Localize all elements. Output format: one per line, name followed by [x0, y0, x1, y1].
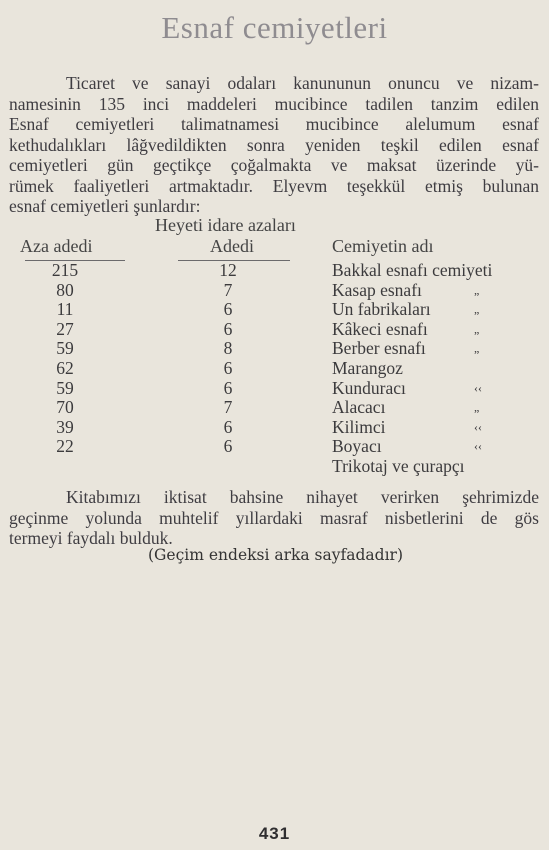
cell-name: Alacacı [332, 397, 386, 418]
table-row [0, 379, 549, 399]
cell-name: Kilimci [332, 416, 386, 437]
ditto-mark: ‹‹ [474, 380, 482, 395]
intro-line: cemiyetleri gün geçtikçe çoğalmakta ve maksat üzerinde yü- [9, 155, 539, 175]
cell-name: Un fabrikaları [332, 299, 431, 320]
intro-line: namesinin 135 inci maddeleri mucibince tadilen tanzim edilen [9, 93, 539, 114]
index-note: (Geçim endeksi arka sayfadadır) [148, 546, 403, 564]
cell-name: Trikotaj ve çurapçı [332, 455, 465, 476]
table-row [0, 300, 549, 320]
ditto-mark: ‹‹ [474, 419, 482, 434]
cell-name: Berber esnafı [332, 338, 426, 359]
ditto-mark: „ [474, 302, 480, 317]
table-row [0, 418, 549, 438]
ditto-mark: ‹‹ [474, 439, 482, 454]
intro-line: Esnaf cemiyetleri talimatnamesi mucibince alelumum esnaf [9, 114, 539, 134]
table-row [0, 320, 549, 340]
page-title: Esnaf cemiyetleri [161, 10, 388, 45]
cell-adedi: 6 [223, 318, 233, 339]
cell-aza: 11 [56, 299, 74, 320]
page-number: 431 [258, 824, 291, 843]
cell-name: Marangoz [332, 357, 403, 378]
cell-adedi: 8 [223, 338, 233, 359]
intro-line: kethudalıkları lâğvedildikten sonra yeniden teşkil edilen esnaf [9, 134, 539, 155]
table-row [0, 261, 549, 281]
cell-name: Kâkeci esnafı [332, 318, 428, 339]
table-row [0, 437, 549, 457]
cell-aza: 80 [56, 279, 74, 300]
ditto-mark: „ [474, 400, 480, 415]
cell-adedi: 6 [223, 357, 233, 378]
ditto-mark: „ [474, 341, 480, 356]
cell-aza: 59 [56, 377, 74, 398]
cell-aza: 27 [56, 318, 74, 339]
intro-paragraph [9, 73, 539, 217]
ditto-mark: „ [474, 282, 480, 297]
table-row [0, 359, 549, 379]
table-row [0, 281, 549, 301]
cell-aza: 62 [56, 357, 74, 378]
cell-name: Boyacı [332, 436, 382, 457]
table-body [0, 261, 549, 477]
group-header: Heyeti idare azaları [155, 215, 296, 235]
cell-aza: 39 [56, 416, 74, 437]
table-row [0, 339, 549, 359]
cell-adedi: 12 [219, 260, 237, 280]
table-row [0, 457, 549, 477]
cell-aza: 59 [56, 338, 74, 359]
cell-name: Kasap esnafı [332, 279, 422, 300]
cell-adedi: 6 [223, 416, 233, 437]
cell-adedi: 7 [223, 397, 233, 418]
intro-line: esnaf cemiyetleri şunlardır: [9, 196, 201, 216]
cell-aza: 70 [56, 397, 74, 418]
column-header-adedi: Adedi [210, 236, 254, 256]
table-row [0, 398, 549, 418]
cell-adedi: 6 [223, 436, 233, 457]
cell-adedi: 7 [223, 279, 233, 300]
cell-adedi: 6 [223, 299, 233, 320]
cell-name: Kunduracı [332, 377, 406, 398]
ditto-mark: „ [474, 321, 480, 336]
cell-aza: 215 [51, 260, 79, 280]
column-header-aza-adedi: Aza adedi [20, 236, 93, 256]
column-header-cemiyet-adi: Cemiyetin adı [332, 236, 434, 256]
closing-paragraph [9, 487, 539, 549]
intro-line: Ticaret ve sanayi odaları kanununun onuncu ve nizam- [66, 73, 539, 93]
closing-line: geçinme yolunda muhtelif yıllardaki masraf nisbetlerini de gös [9, 507, 539, 528]
intro-line: rümek faaliyetleri artmaktadır. Elyevm teşekkül etmiş bulunan [9, 175, 539, 196]
cell-aza: 22 [56, 436, 74, 457]
cell-adedi: 6 [223, 377, 233, 398]
closing-line: termeyi faydalı bulduk. [9, 528, 173, 548]
cell-name: Bakkal esnafı cemiyeti [332, 260, 493, 280]
closing-line: Kitabımızı iktisat bahsine nihayet verirken şehrimizde [66, 487, 539, 507]
